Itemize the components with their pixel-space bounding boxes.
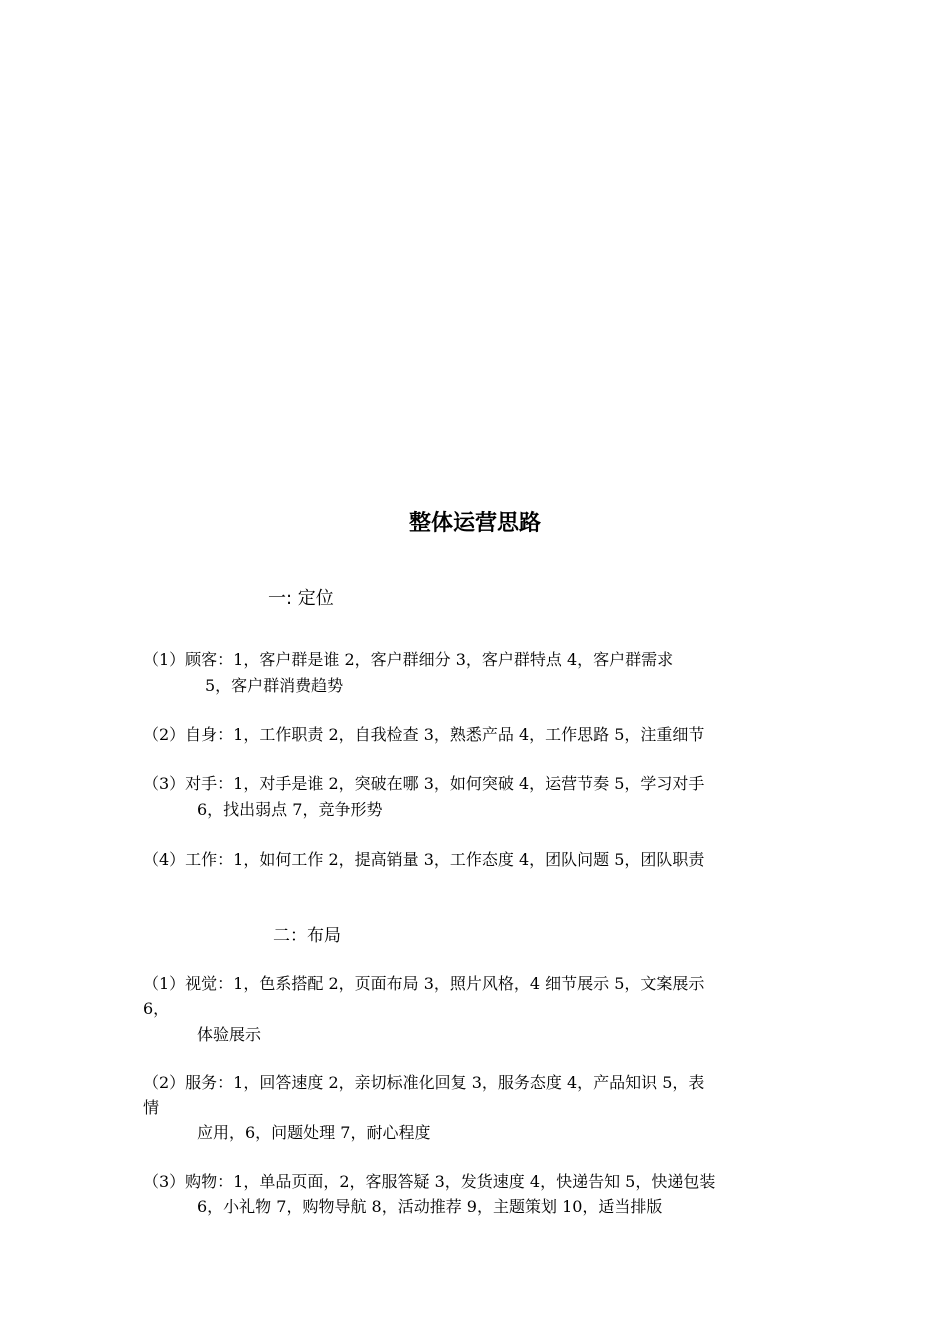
- section-heading-layout: 二：布局: [273, 926, 341, 946]
- paragraph-service-line-1-wrap: 情: [143, 1098, 160, 1117]
- document-title: 整体运营思路: [408, 511, 541, 536]
- paragraph-customers-line-1: （1）顾客：1，客户群是谁 2，客户群细分 3，客户群特点 4，客户群需求: [143, 650, 674, 669]
- paragraph-shopping-line-2: 6，小礼物 7，购物导航 8，活动推荐 9，主题策划 10，适当排版: [197, 1197, 663, 1216]
- paragraph-service-line-2: 应用，6，问题处理 7，耐心程度: [197, 1123, 431, 1142]
- paragraph-customers-line-2: 5，客户群消费趋势: [205, 676, 344, 695]
- paragraph-visual-line-1: （1）视觉：1，色系搭配 2，页面布局 3，照片风格，4 细节展示 5，文案展示: [143, 974, 705, 993]
- section-heading-positioning: 一: 定位: [268, 588, 334, 609]
- paragraph-service-line-1: （2）服务：1，回答速度 2，亲切标准化回复 3，服务态度 4，产品知识 5，表: [143, 1073, 705, 1092]
- paragraph-self-line-1: （2）自身：1，工作职责 2，自我检查 3，熟悉产品 4，工作思路 5，注重细节: [143, 725, 705, 744]
- paragraph-visual-line-1-wrap: 6，: [143, 999, 170, 1018]
- paragraph-rivals-line-1: （3）对手：1，对手是谁 2，突破在哪 3，如何突破 4，运营节奏 5，学习对手: [143, 774, 705, 793]
- paragraph-shopping-line-1: （3）购物：1，单品页面，2，客服答疑 3，发货速度 4，快递告知 5，快递包装: [143, 1172, 716, 1191]
- paragraph-visual-line-2: 体验展示: [197, 1025, 262, 1044]
- paragraph-work-line-1: （4）工作：1，如何工作 2，提高销量 3，工作态度 4，团队问题 5，团队职责: [143, 850, 705, 869]
- paragraph-rivals-line-2: 6，找出弱点 7，竞争形势: [197, 800, 383, 819]
